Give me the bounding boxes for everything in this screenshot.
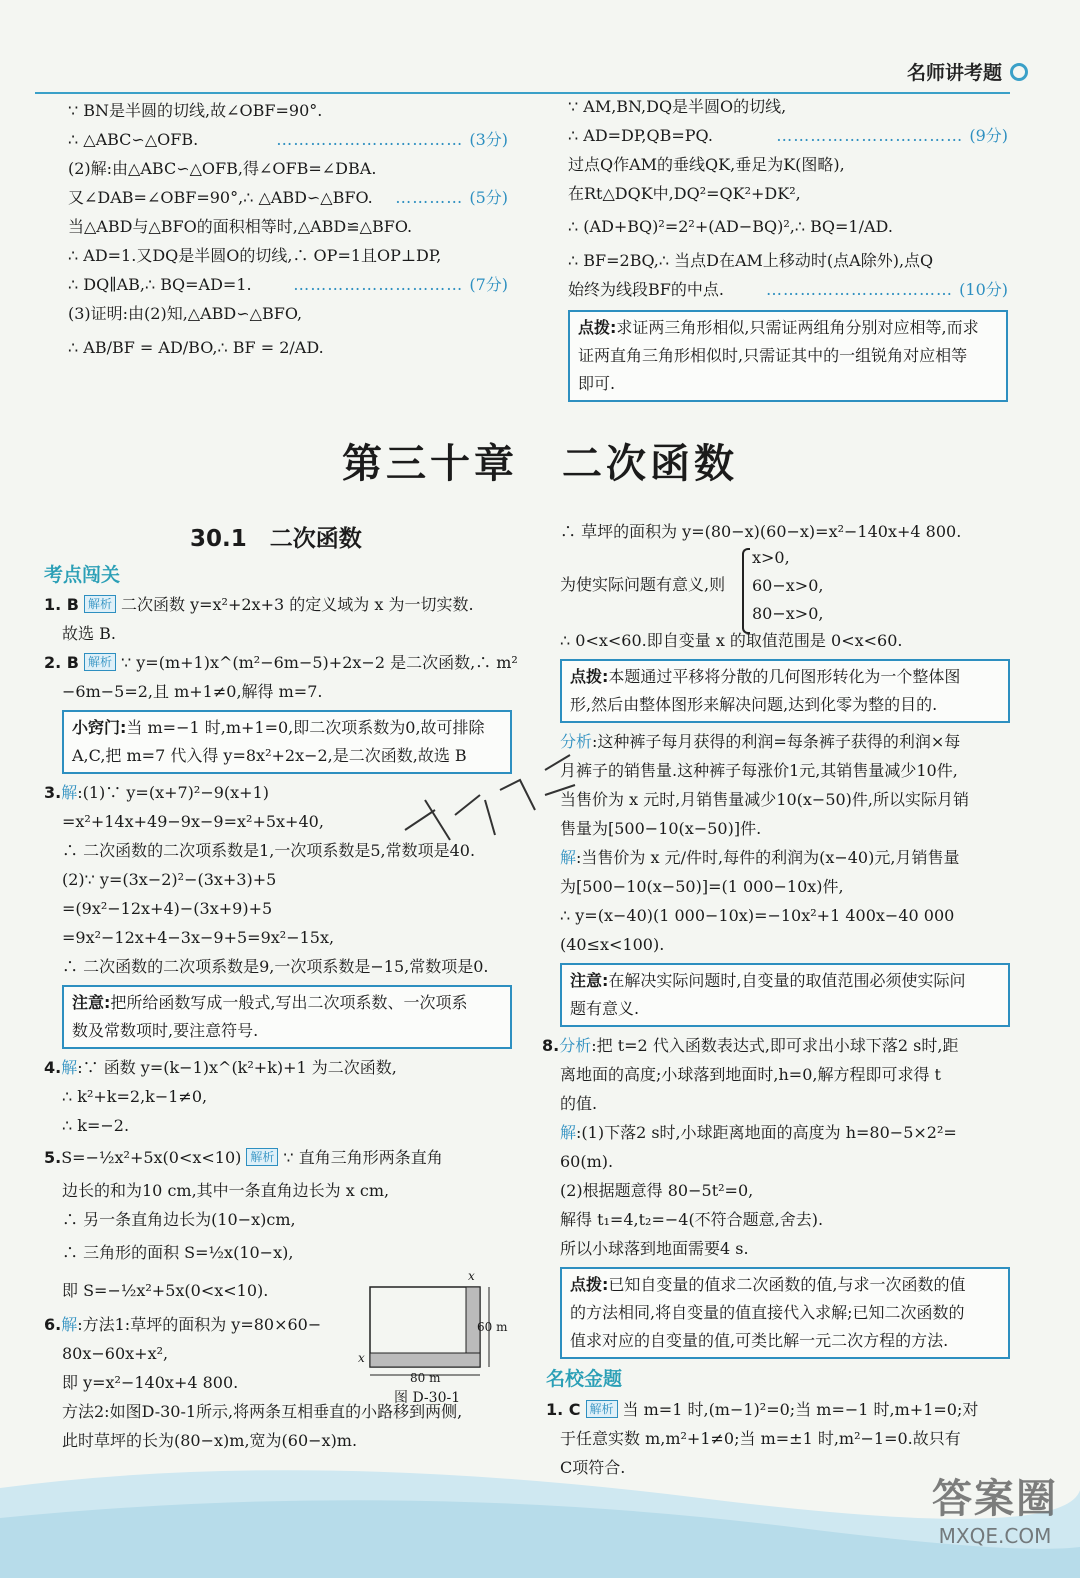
left-top-column [68,96,508,368]
text-line: ∴ k=−2. [62,1116,130,1135]
question-4: 4.解:∵ 函数 y=(k−1)x^(k²+k)+1 为二次函数, [44,1058,397,1077]
score-mark: …………………………… (10分) [766,280,1008,299]
label-x-top: x [468,1269,475,1283]
text-line: 于任意实数 m,m²+1≠0;当 m=±1 时,m²−1=0.故只有 [560,1429,961,1448]
text-line: 60(m). [560,1152,614,1171]
text-line: A,C,把 m=7 代入得 y=8x²+2x−2,是二次函数,故选 B [72,746,467,765]
text-line: 月裤子的销售量.这种裤子每涨价1元,其销售量减少10件, [560,761,958,780]
text-line: ∵ AM,BN,DQ是半圆O的切线, [568,97,787,116]
text-line: 点拨:本题通过平移将分散的几何图形转化为一个整体图 [570,667,961,686]
question-8: 8.分析:把 t=2 代入函数表达式,即可求出小球下落2 s时,距 [542,1036,959,1055]
text-line: ∴ 三角形的面积 S=½x(10−x), [62,1243,294,1262]
text-line: C项符合. [560,1458,626,1477]
text-line: ∴ 0<x<60.即自变量 x 的取值范围是 0<x<60. [560,631,903,650]
text-line: −6m−5=2,且 m+1≠0,解得 m=7. [62,682,323,701]
score-mark: ………… (5分) [395,188,508,207]
text-line: 点拨:求证两三角形相似,只需证两组角分别对应相等,而求 [578,318,979,337]
section-title: 30.1 二次函数 [190,526,362,552]
tip-box [560,963,1010,1027]
text-line: 即 S=−½x²+5x(0<x<10). [62,1281,269,1300]
text-line: (2)解:由△ABC∽△OFB,得∠OFB=∠DBA. [68,159,377,178]
text-line: ∴ 二次函数的二次项系数是1,一次项系数是5,常数项是40. [62,841,476,860]
text-line: x>0, [752,548,790,567]
text-line: 过点Q作AM的垂线QK,垂足为K(图略), [568,155,845,174]
tip-box [560,659,1010,723]
tip-box [568,310,1008,402]
text-line: 解:当售价为 x 元/件时,每件的利润为(x−40)元,月销售量 [560,848,960,867]
text-line: 证两直角三角形相似时,只需证其中的一组锐角对应相等 [578,346,968,365]
text-line: 题有意义. [570,999,640,1018]
text-line: 此时草坪的长为(80−x)m,宽为(60−x)m. [62,1431,358,1450]
tip-box [62,985,512,1049]
question-1: 1. B 解析 二次函数 y=x²+2x+3 的定义域为 x 为一切实数. [44,595,474,614]
bottom-decoration [0,1458,1080,1578]
text-line: 离地面的高度;小球落到地面时,h=0,解方程即可求得 t [560,1065,941,1084]
text-line: (3)证明:由(2)知,△ABD∽△BFO, [68,304,303,323]
header-title: 名师讲考题 [906,62,1002,84]
text-line: ∴ △ABC∽△OFB. …………………………… (3分) [68,125,508,154]
figure-diagram [352,1275,522,1405]
text-line: 为[500−10(x−50)]=(1 000−10x)件, [560,877,844,896]
text-line: ∴ DQ∥AB,∴ BQ=AD=1. ………………………… (7分) [68,270,508,299]
analysis-tag: 解析 [246,1148,278,1166]
text-line: ∴ AD=DP,QB=PQ. …………………………… (9分) [568,121,1008,150]
score-mark: …………………………… (3分) [276,130,508,149]
right-top-column [568,92,1008,402]
watermark-text: 答案圈 [932,1476,1058,1522]
score-mark: …………………………… (9分) [776,126,1008,145]
text-line: ∴ 草坪的面积为 y=(80−x)(60−x)=x²−140x+4 800. [560,522,962,541]
question-2: 2. B 解析 ∵ y=(m+1)x^(m²−6m−5)+2x−2 是二次函数,∴ m² [44,653,518,672]
text-line: 点拨:已知自变量的值求二次函数的值,与求一次函数的值 [570,1275,966,1294]
text-line: ∴ AB/BF = AD/BO,∴ BF = 2/AD. [68,338,324,357]
text-line: 的值. [560,1094,598,1113]
tip-label: 点拨: [578,318,617,337]
text-line: 当△ABD与△BFO的面积相等时,△ABD≌△BFO. [68,217,413,236]
text-line: 80x−60x+x², [62,1344,169,1363]
text-line: ∴ BF=2BQ,∴ 当点D在AM上移动时(点A除外),点Q [568,251,934,270]
brace [742,548,750,634]
text-line: 解得 t₁=4,t₂=−4(不符合题意,舍去). [560,1210,824,1229]
question-6: 6.解:方法1:草坪的面积为 y=80×60− [44,1315,322,1334]
text-line: (40≤x<100). [560,935,665,954]
text-line: 的方法相同,将自变量的值直接代入求解;已知二次函数的 [570,1303,965,1322]
handwriting-scribble [395,740,585,870]
tip-box [560,1267,1010,1359]
text-line: 数及常数项时,要注意符号. [72,1021,259,1040]
text-line: 所以小球落到地面需要4 s. [560,1239,749,1258]
label-60m: 60 m [477,1320,508,1334]
text-line: ∴ (AD+BQ)²=2²+(AD−BQ)²,∴ BQ=1/AD. [568,217,893,236]
text-line: 解:(1)下落2 s时,小球距离地面的高度为 h=80−5×2²= [560,1123,957,1142]
question-3: 3.解:(1)∵ y=(x+7)²−9(x+1) [44,783,270,802]
text-line: 注意:在解决实际问题时,自变量的取值范围必须使实际问 [570,971,966,990]
text-line: 形,然后由整体图形来解决问题,达到化零为整的目的. [570,695,938,714]
text-line: 方法2:如图D-30-1所示,将两条互相垂直的小路移到两侧, [62,1402,463,1421]
text-line: 售量为[500−10(x−50)]件. [560,819,762,838]
text-line: 又∠DAB=∠OBF=90°,∴ △ABD∽△BFO. ………… (5分) [68,183,508,212]
label-x-left: x [358,1351,365,1365]
right-main-column [542,517,1010,1482]
text-line: 为使实际问题有意义,则 [560,575,726,594]
text-line: ∵ BN是半圆的切线,故∠OBF=90°. [68,101,323,120]
text-line: 注意:把所给函数写成一般式,写出二次项系数、一次项系 [72,993,468,1012]
text-line: =(9x²−12x+4)−(3x+9)+5 [62,899,273,918]
text-line: 边长的和为10 cm,其中一条直角边长为 x cm, [62,1181,390,1200]
header-dot-icon [1010,63,1028,81]
text-line: 80−x>0, [752,604,824,623]
text-line: 小窍门:当 m=−1 时,m+1=0,即二次项系数为0,故可排除 [72,718,485,737]
figure-caption: 图 D-30-1 [394,1390,461,1406]
text-line: ∴ AD=1.又DQ是半圆O的切线,∴ OP=1且OP⊥DP, [68,246,442,265]
score-mark: ………………………… (7分) [293,275,508,294]
text-line: ∴ 另一条直角边长为(10−x)cm, [62,1210,296,1229]
text-line: 在Rt△DQK中,DQ²=QK²+DK², [568,184,801,203]
question-5: 5.S=−½x²+5x(0<x<10) 解析 ∵ 直角三角形两条直角 [44,1148,443,1167]
section-heading: 名校金题 [546,1368,623,1390]
text-line: 当售价为 x 元时,月销售量减少10(x−50)件,所以实际月销 [560,790,970,809]
chapter-title: 第三十章 二次函数 [342,441,738,487]
text-line: 故选 B. [62,624,116,643]
question-7: 分析:这种裤子每月获得的利润=每条裤子获得的利润×每 [560,732,961,751]
label-80m: 80 m [410,1371,441,1385]
text-line: 始终为线段BF的中点. …………………………… (10分) [568,275,1008,304]
text-line: 即可. [578,374,616,393]
text-line: ∴ y=(x−40)(1 000−10x)=−10x²+1 400x−40 000 [560,906,955,925]
section-heading: 考点闯关 [44,564,121,586]
text-line: 值求对应的自变量的值,可类比解一元二次方程的方法. [570,1331,949,1350]
watermark-url: MXQE.COM [938,1524,1052,1548]
text-line: (2)∵ y=(3x−2)²−(3x+3)+5 [62,870,277,889]
question-g1: 1. C 解析 当 m=1 时,(m−1)²=0;当 m=−1 时,m+1=0;对 [546,1400,979,1419]
text-line: =x²+14x+49−9x−9=x²+5x+40, [62,812,324,831]
text-line: (2)根据题意得 80−5t²=0, [560,1181,754,1200]
watermark [932,1467,1058,1548]
text-line: ∴ k²+k=2,k−1≠0, [62,1087,208,1106]
text-line: ∴ 二次函数的二次项系数是9,一次项系数是−15,常数项是0. [62,957,489,976]
horizontal-path [370,1353,480,1367]
analysis-tag: 解析 [84,595,116,613]
text-line: 60−x>0, [752,576,824,595]
text-line: =9x²−12x+4−3x−9+5=9x²−15x, [62,928,335,947]
analysis-tag: 解析 [586,1400,618,1418]
figure-d-30-1 [352,1269,522,1406]
analysis-tag: 解析 [84,653,116,671]
text-line: 即 y=x²−140x+4 800. [62,1373,239,1392]
